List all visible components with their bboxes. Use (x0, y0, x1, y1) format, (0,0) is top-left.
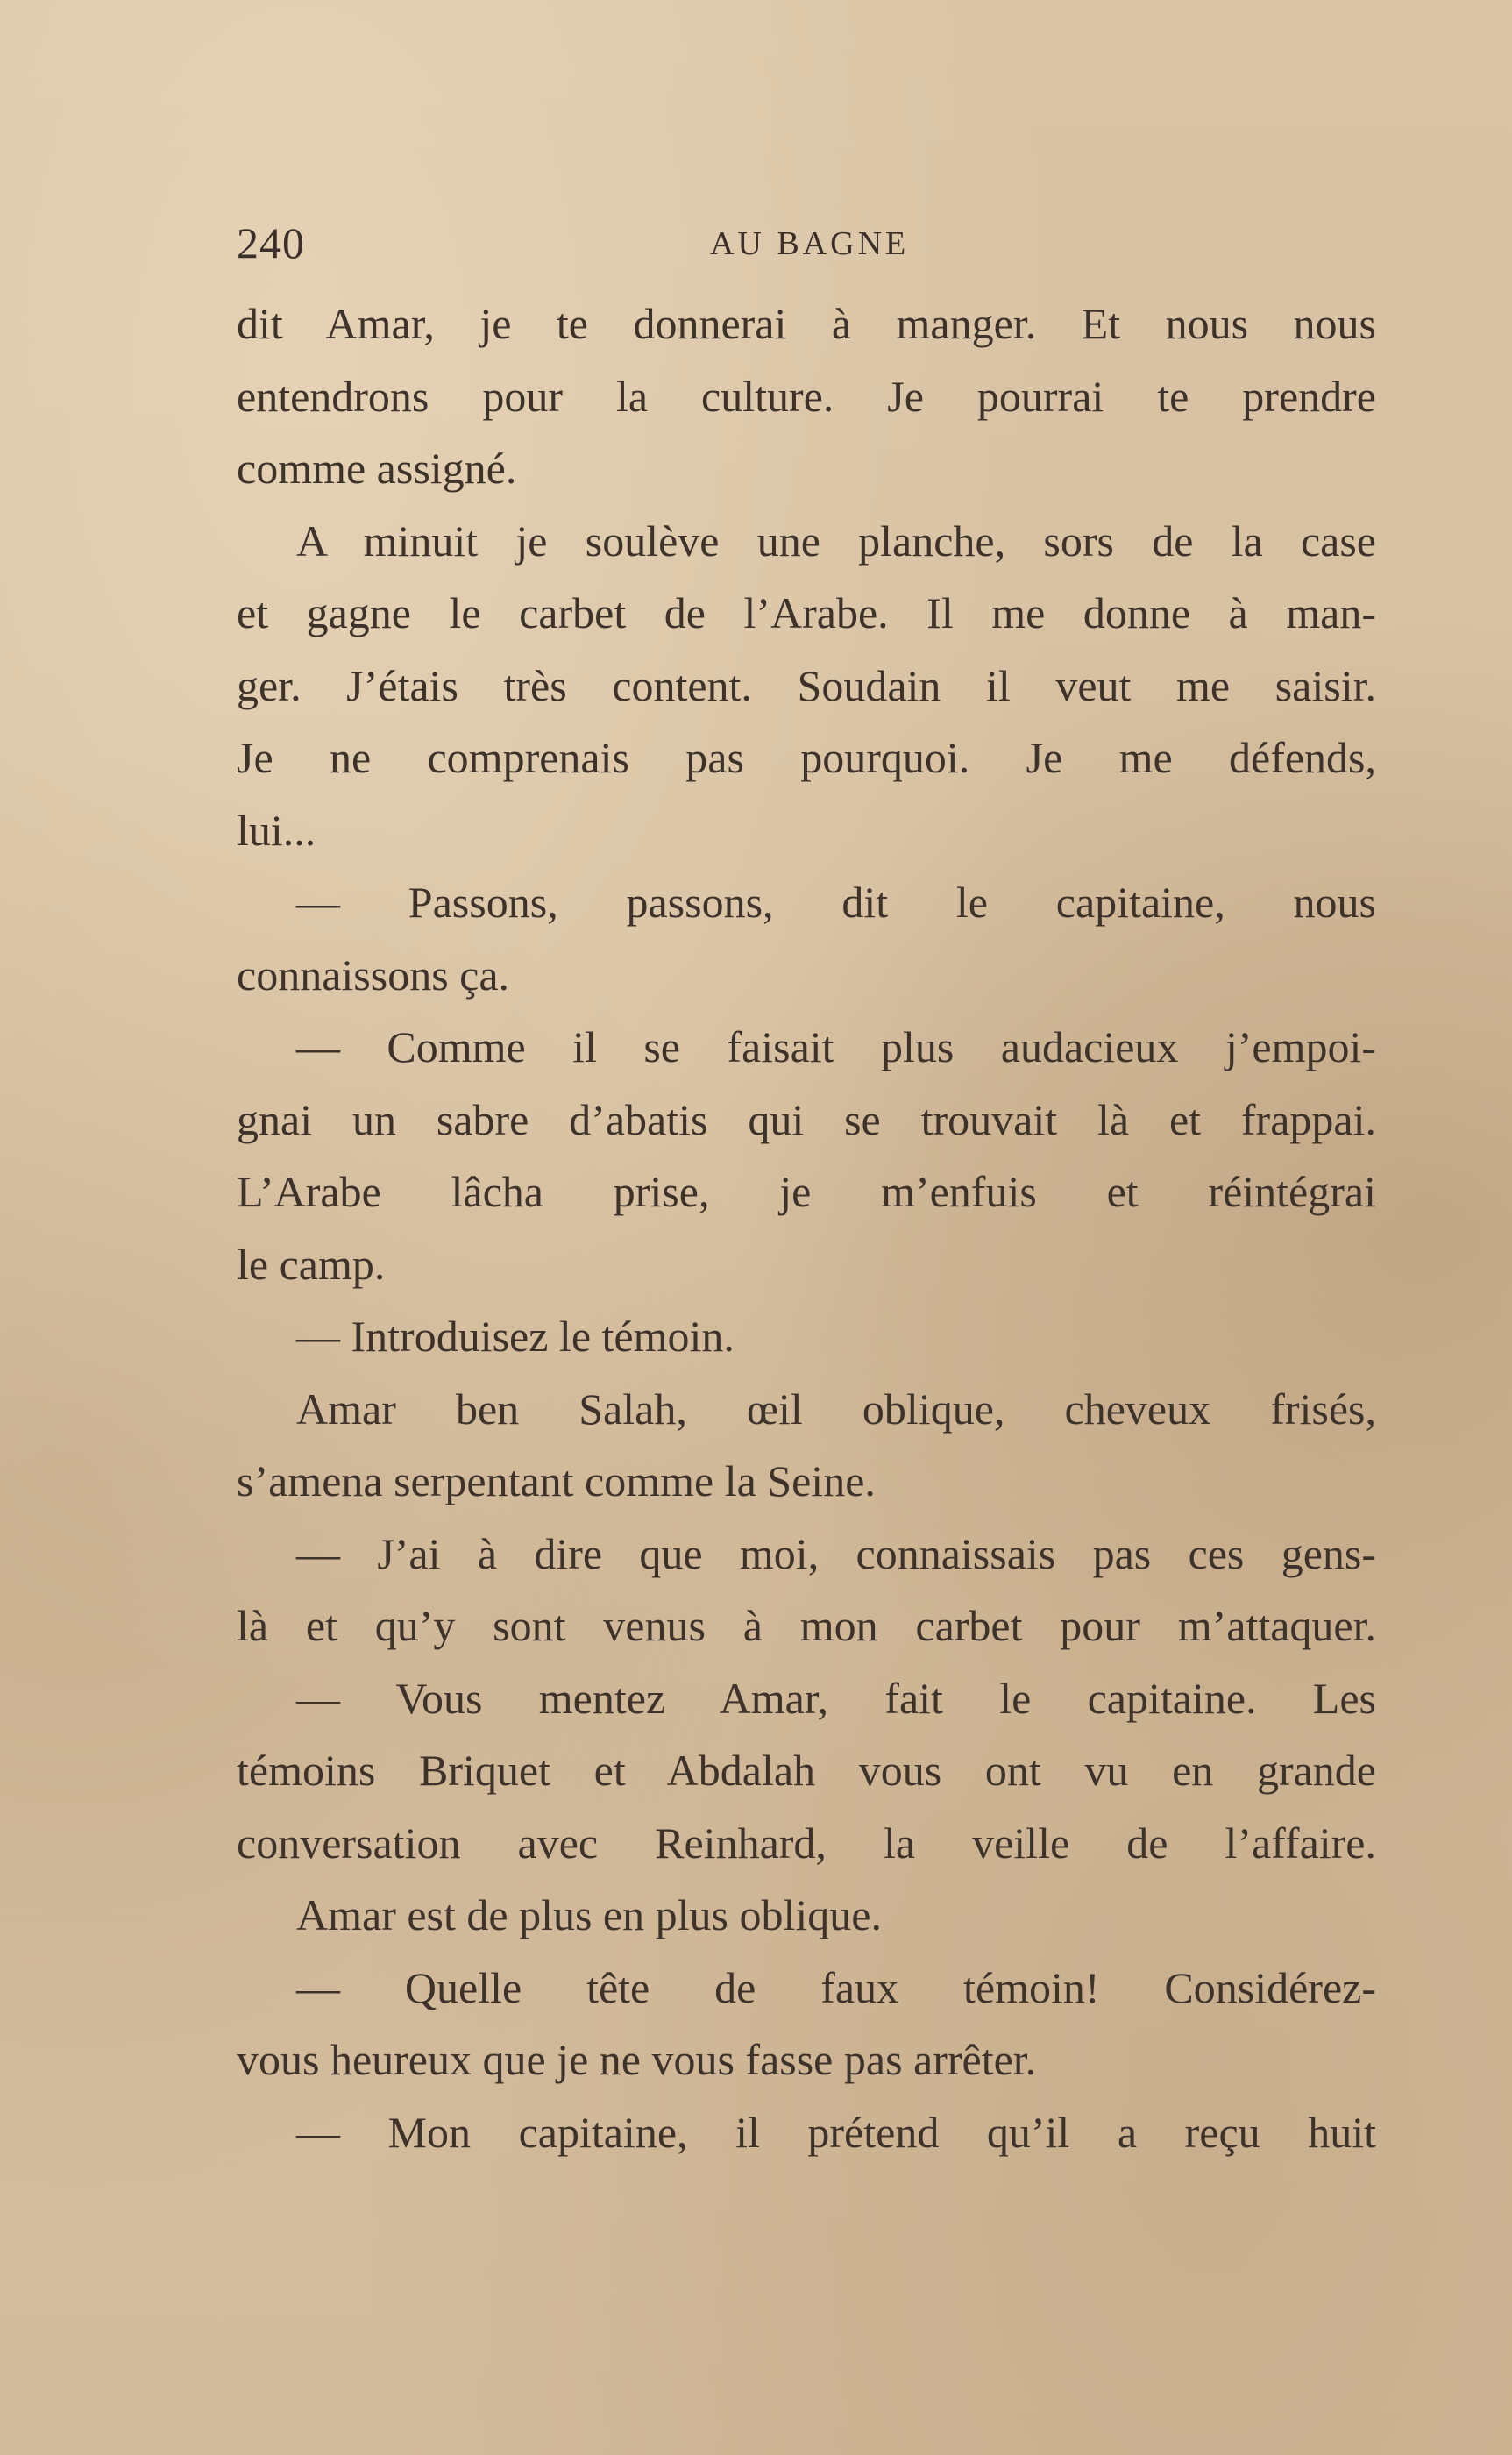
page-number: 240 (237, 218, 305, 267)
text-line: ger. J’étais très content. Soudain il veut me saisir. (237, 660, 1376, 710)
text-line: — Mon capitaine, il prétend qu’il a reçu huit (296, 2107, 1376, 2157)
text-line: témoins Briquet et Abdalah vous ont vu en grande (237, 1746, 1376, 1795)
text-line: lui... (237, 805, 316, 855)
text-line: — Passons, passons, dit le capitaine, nous (296, 878, 1376, 927)
text-line: A minuit je soulève une planche, sors de la case (296, 516, 1376, 566)
text-line: comme assigné. (237, 444, 517, 493)
text-line: — Comme il se faisait plus audacieux j’empoi- (296, 1022, 1376, 1071)
text-line: entendrons pour la culture. Je pourrai te prendre (237, 371, 1376, 421)
text-line: et gagne le carbet de l’Arabe. Il me donne à man- (237, 588, 1376, 637)
body-text (237, 288, 1376, 2168)
text-line: vous heureux que je ne vous fasse pas arrêter. (237, 2035, 1037, 2084)
text-line: — Introduisez le témoin. (296, 1312, 735, 1361)
text-line: gnai un sabre d’abatis qui se trouvait là et frappai. (237, 1094, 1376, 1144)
page-header (237, 217, 1376, 270)
text-line: L’Arabe lâcha prise, je m’enfuis et réintégrai (237, 1167, 1376, 1216)
text-line: là et qu’y sont venus à mon carbet pour m’attaquer. (237, 1601, 1376, 1650)
text-line: s’amena serpentant comme la Seine. (237, 1456, 876, 1505)
text-line: Amar ben Salah, œil oblique, cheveux frisés, (296, 1384, 1376, 1434)
text-line: Je ne comprenais pas pourquoi. Je me défends, (237, 733, 1376, 782)
text-line: connaissons ça. (237, 950, 510, 1000)
text-line: le camp. (237, 1239, 386, 1289)
text-line: — J’ai à dire que moi, connaissais pas ces gens- (296, 1528, 1376, 1578)
text-line: — Vous mentez Amar, fait le capitaine. Les (296, 1673, 1376, 1723)
text-line: conversation avec Reinhard, la veille de l’affaire. (237, 1818, 1376, 1868)
text-line: — Quelle tête de faux témoin! Considérez- (296, 1962, 1376, 2012)
running-head: AU BAGNE (710, 225, 910, 262)
text-line: Amar est de plus en plus oblique. (296, 1890, 882, 1939)
text-line: dit Amar, je te donnerai à manger. Et nous nous (237, 299, 1376, 348)
